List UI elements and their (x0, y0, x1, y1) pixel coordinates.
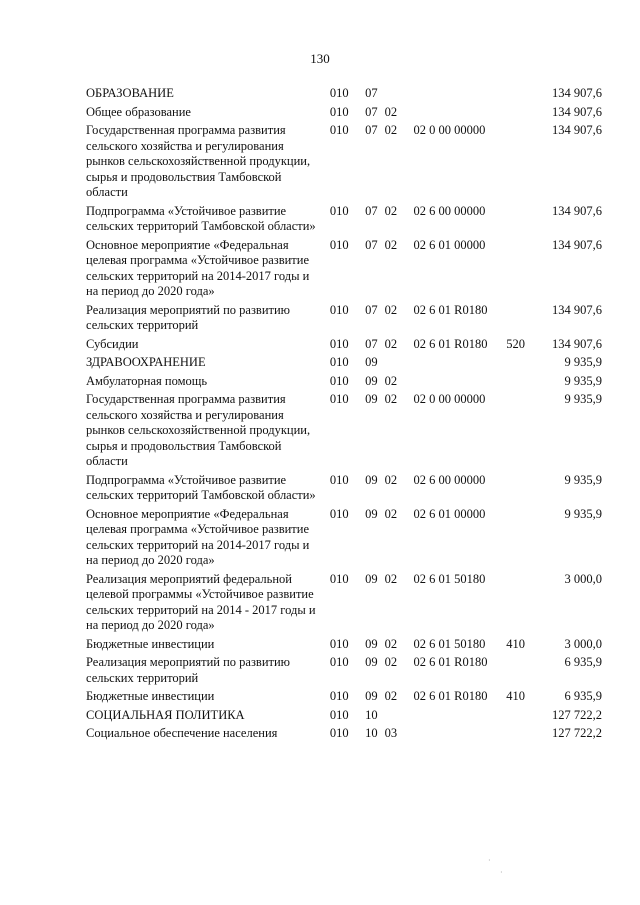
row-amount: 134 907,6 (552, 104, 602, 119)
row-amount: 3 000,0 (564, 571, 602, 586)
table-row (86, 708, 602, 727)
row-ministry-code: 010 (329, 123, 349, 137)
table-row (86, 689, 602, 708)
row-section: 09 (365, 472, 378, 487)
row-expense-type-code (506, 572, 536, 637)
row-section: 09 (365, 655, 378, 669)
row-name: СОЦИАЛЬНАЯ ПОЛИТИКА (86, 707, 245, 722)
row-section-code (365, 392, 413, 473)
row-name: Реализация мероприятий по развитию сельских территорий (86, 302, 290, 332)
row-ministry-code: 010 (329, 506, 349, 521)
row-section-code (365, 204, 413, 238)
row-section: 09 (365, 355, 378, 369)
row-target-code: 02 6 01 R0180 (413, 689, 488, 703)
row-name: Бюджетные инвестиции (86, 636, 215, 651)
row-ministry-code: 010 (329, 86, 349, 100)
table-row (86, 726, 602, 745)
row-amount: 9 935,9 (564, 392, 602, 406)
row-amount: 134 907,6 (552, 86, 602, 100)
table-row (86, 204, 602, 238)
row-ministry-code: 010 (329, 689, 349, 703)
row-subsection: 02 (384, 104, 398, 119)
row-ministry-code: 010 (329, 726, 349, 740)
row-name: ЗДРАВООХРАНЕНИЕ (86, 355, 206, 369)
row-section: 07 (365, 104, 378, 119)
row-ministry-code: 010 (329, 472, 349, 487)
row-target-code (414, 105, 507, 124)
row-amount: 134 907,6 (552, 203, 602, 218)
row-ministry-code: 010 (329, 571, 349, 586)
budget-table-body (86, 86, 602, 745)
row-amount: 9 935,9 (564, 355, 602, 369)
row-target-code: 02 6 00 00000 (413, 472, 486, 487)
row-name: Общее образование (86, 104, 191, 119)
table-row (86, 303, 602, 337)
row-name: ОБРАЗОВАНИЕ (86, 86, 174, 100)
row-name: Подпрограмма «Устойчивое развитие сельских территорий Тамбовской области» (86, 472, 316, 502)
row-ministry-code: 010 (329, 336, 349, 351)
table-row (86, 355, 602, 374)
row-ministry-code: 010 (329, 707, 349, 722)
page-number: 130 (310, 51, 330, 66)
row-expense-type-code (506, 374, 536, 393)
row-name: Основное мероприятие «Федеральная целевая программа «Устойчивое развитие сельских территорий на 2014-2017 годы и на период до 2020 года» (86, 237, 310, 298)
row-section-code (365, 689, 413, 708)
row-name: Социальное обеспечение населения (86, 726, 278, 740)
row-ministry-code: 010 (329, 655, 349, 669)
row-ministry-code: 010 (329, 237, 349, 252)
row-section: 09 (365, 392, 378, 406)
row-name: Государственная программа развития сельского хозяйства и регулирования рынков сельскохозяйственной продукции, сырья и продовольствия Тамбовской области (86, 392, 311, 468)
row-subsection: 02 (384, 302, 398, 317)
table-row (86, 507, 602, 572)
row-section-code (365, 708, 413, 727)
row-subsection: 02 (384, 237, 398, 252)
row-subsection: 02 (384, 123, 398, 137)
row-section: 07 (365, 203, 378, 218)
row-target-code: 02 6 00 00000 (413, 203, 486, 218)
row-subsection: 02 (384, 392, 398, 406)
row-name: Бюджетные инвестиции (86, 689, 215, 703)
row-expense-type-code (506, 123, 536, 204)
row-section: 07 (365, 123, 378, 137)
row-expense-type-code (506, 105, 536, 124)
row-section: 07 (365, 237, 378, 252)
row-section: 10 (365, 726, 378, 740)
row-target-code (414, 355, 507, 374)
row-section: 07 (365, 302, 378, 317)
table-row (86, 392, 602, 473)
row-section-code (365, 726, 413, 745)
row-target-code: 02 6 01 00000 (413, 237, 486, 252)
row-target-code: 02 6 01 00000 (413, 506, 486, 521)
row-target-code: 02 0 00 00000 (413, 392, 486, 406)
row-name: Реализация мероприятий по развитию сельских территорий (86, 655, 290, 685)
row-section-code (365, 238, 413, 303)
row-amount: 134 907,6 (552, 123, 602, 137)
row-subsection: 02 (384, 506, 398, 521)
row-amount: 134 907,6 (552, 302, 602, 317)
row-name: Государственная программа развития сельского хозяйства и регулирования рынков сельскохозяйственной продукции, сырья и продовольствия Тамбовской области (86, 123, 311, 199)
row-section: 09 (365, 636, 378, 651)
row-expense-type-code (506, 655, 536, 689)
table-row (86, 655, 602, 689)
row-section-code (365, 473, 413, 507)
row-section-code (365, 86, 413, 105)
row-expense-type-code (506, 392, 536, 473)
row-section: 09 (365, 506, 378, 521)
row-expense-type-code: 410 (506, 689, 525, 703)
row-expense-type-code (506, 86, 536, 105)
row-name: Реализация мероприятий федеральной целевой программы «Устойчивое развитие сельских территорий на 2014 - 2017 годы и на период до 2020 года» (86, 571, 316, 632)
row-amount: 9 935,9 (564, 472, 602, 487)
row-amount: 6 935,9 (564, 689, 602, 703)
row-ministry-code: 010 (329, 302, 349, 317)
row-expense-type-code (506, 238, 536, 303)
row-subsection: 02 (384, 472, 398, 487)
row-section: 07 (365, 86, 378, 100)
row-expense-type-code (506, 355, 536, 374)
row-target-code: 02 0 00 00000 (413, 123, 486, 137)
row-amount: 134 907,6 (552, 237, 602, 252)
row-amount: 3 000,0 (564, 636, 602, 651)
row-section: 09 (365, 373, 378, 388)
budget-table (86, 86, 602, 745)
row-amount: 6 935,9 (564, 655, 602, 669)
row-name: Субсидии (86, 336, 139, 351)
row-subsection: 02 (384, 655, 398, 669)
row-subsection: 03 (384, 726, 398, 740)
row-amount: 134 907,6 (552, 336, 602, 351)
row-ministry-code: 010 (329, 355, 349, 369)
row-section: 10 (365, 707, 378, 722)
row-amount: 9 935,9 (564, 373, 602, 388)
row-amount: 127 722,2 (552, 726, 602, 740)
row-expense-type-code (506, 708, 536, 727)
row-expense-type-code (506, 473, 536, 507)
table-row (86, 473, 602, 507)
row-amount: 9 935,9 (564, 506, 602, 521)
row-expense-type-code (506, 726, 536, 745)
row-subsection: 02 (384, 571, 398, 586)
table-row (86, 637, 602, 656)
row-ministry-code: 010 (329, 104, 349, 119)
row-target-code: 02 6 01 R0180 (413, 336, 488, 351)
row-target-code (414, 86, 507, 105)
row-section-code (365, 637, 413, 656)
row-section-code (365, 655, 413, 689)
row-target-code (414, 726, 507, 745)
row-section-code (365, 374, 413, 393)
scan-speck: · (500, 868, 503, 877)
row-target-code: 02 6 01 R0180 (413, 655, 488, 669)
row-target-code: 02 6 01 R0180 (413, 302, 488, 317)
row-subsection: 02 (384, 689, 398, 703)
row-expense-type-code: 410 (506, 636, 525, 651)
row-section-code (365, 105, 413, 124)
row-subsection: 02 (384, 203, 398, 218)
row-target-code (414, 374, 507, 393)
row-subsection: 02 (384, 373, 398, 388)
row-section-code (365, 337, 413, 356)
row-section-code (365, 507, 413, 572)
row-section-code (365, 303, 413, 337)
row-section: 07 (365, 336, 378, 351)
row-section: 09 (365, 571, 378, 586)
row-amount: 127 722,2 (552, 707, 602, 722)
table-row (86, 105, 602, 124)
table-row (86, 374, 602, 393)
row-target-code: 02 6 01 50180 (413, 571, 486, 586)
table-row (86, 86, 602, 105)
row-name: Основное мероприятие «Федеральная целевая программа «Устойчивое развитие сельских территорий на 2014-2017 годы и на период до 2020 года» (86, 506, 310, 567)
row-section: 09 (365, 689, 378, 703)
row-name: Амбулаторная помощь (86, 373, 208, 388)
row-subsection: 02 (384, 636, 398, 651)
row-expense-type-code (506, 204, 536, 238)
table-row (86, 123, 602, 204)
scan-speck: · (488, 856, 491, 865)
row-section-code (365, 355, 413, 374)
row-ministry-code: 010 (329, 392, 349, 406)
row-target-code: 02 6 01 50180 (413, 636, 486, 651)
row-expense-type-code (506, 507, 536, 572)
row-section-code (365, 572, 413, 637)
row-target-code (414, 708, 507, 727)
row-section-code (365, 123, 413, 204)
row-name: Подпрограмма «Устойчивое развитие сельских территорий Тамбовской области» (86, 203, 316, 233)
row-expense-type-code: 520 (506, 336, 525, 351)
table-row (86, 337, 602, 356)
table-row (86, 238, 602, 303)
row-expense-type-code (506, 303, 536, 337)
row-subsection: 02 (384, 336, 398, 351)
row-ministry-code: 010 (329, 203, 349, 218)
row-ministry-code: 010 (329, 636, 349, 651)
row-ministry-code: 010 (329, 373, 349, 388)
table-row (86, 572, 602, 637)
